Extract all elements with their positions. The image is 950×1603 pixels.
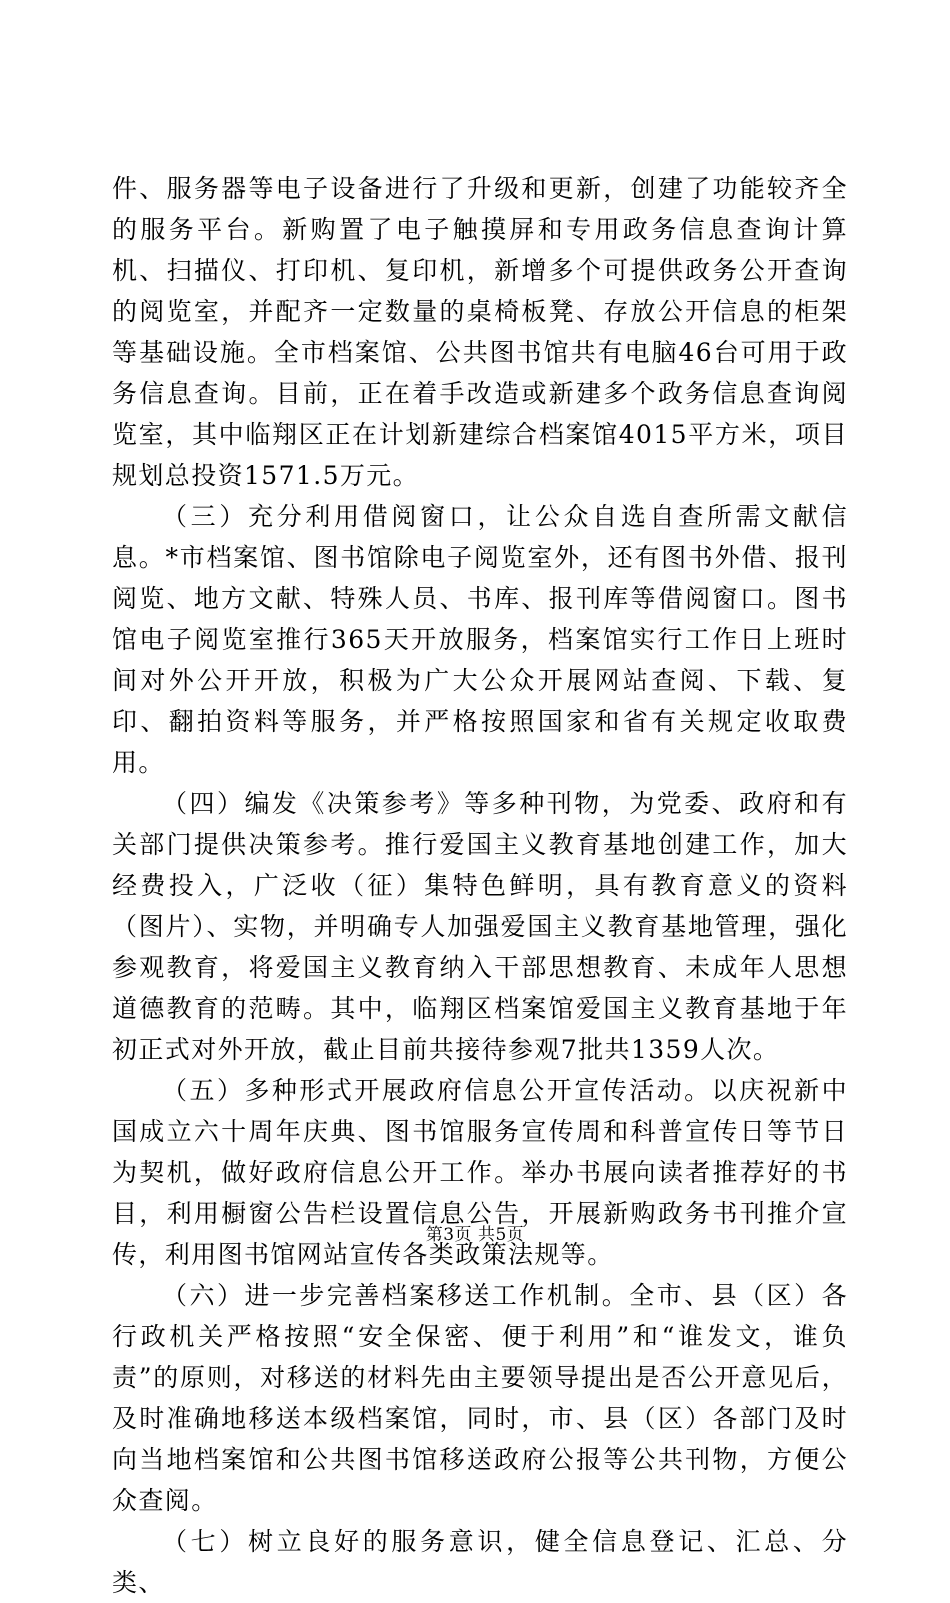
page-number-footer: 第3页 共5页 xyxy=(425,1225,525,1245)
paragraph-continuation: 件、服务器等电子设备进行了升级和更新，创建了功能较齐全的服务平台。新购置了电子触摸屏和专用政务信息查询计算机、扫描仪、打印机、复印机，新增多个可提供政务公开查询的阅览室，并配齐一定数量的桌椅板凳、存放公开信息的柜架等基础设施。全市档案馆、公共图书馆共有电脑46台可用于政务信息查询。目前，正在着手改造或新建多个政务信息查询阅览室，其中临翔区正在计划新建综合档案馆4015平方米，项目规划总投资1571.5万元。 xyxy=(112,174,848,490)
paragraph-section-7: （七）树立良好的服务意识，健全信息登记、汇总、分类、 xyxy=(112,1527,848,1597)
paragraph-section-3: （三）充分利用借阅窗口，让公众自选自查所需文献信息。*市档案馆、图书馆除电子阅览室外，还有图书外借、报刊阅览、地方文献、特殊人员、书库、报刊库等借阅窗口。图书馆电子阅览室推行365天开放服务，档案馆实行工作日上班时间对外公开开放，积极为广大公众开展网站查阅、下载、复印、翻拍资料等服务，并严格按照国家和省有关规定收取费用。 xyxy=(112,502,848,777)
paragraph-section-5: （五）多种形式开展政府信息公开宣传活动。以庆祝新中国成立六十周年庆典、图书馆服务宣传周和科普宣传日等节日为契机，做好政府信息公开工作。举办书展向读者推荐好的书目，利用橱窗公告栏设置信息公告，开展新购政务书刊推介宣传，利用图书馆网站宣传各类政策法规等。 xyxy=(112,1076,848,1269)
paragraph-section-4: （四）编发《决策参考》等多种刊物，为党委、政府和有关部门提供决策参考。推行爱国主义教育基地创建工作，加大经费投入，广泛收（征）集特色鲜明，具有教育意义的资料（图片）、实物，并明确专人加强爱国主义教育基地管理，强化参观教育，将爱国主义教育纳入干部思想教育、未成年人思想道德教育的范畴。其中，临翔区档案馆爱国主义教育基地于年初正式对外开放，截止目前共接待参观7批共1359人次。 xyxy=(112,789,848,1064)
paragraph-section-6: （六）进一步完善档案移送工作机制。全市、县（区）各行政机关严格按照“安全保密、便于利用”和“谁发文，谁负责”的原则，对移送的材料先由主要领导提出是否公开意见后，及时准确地移送本级档案馆，同时，市、县（区）各部门及时向当地档案馆和公共图书馆移送政府公报等公共刊物，方便公众查阅。 xyxy=(112,1281,848,1515)
document-body xyxy=(112,168,848,1603)
